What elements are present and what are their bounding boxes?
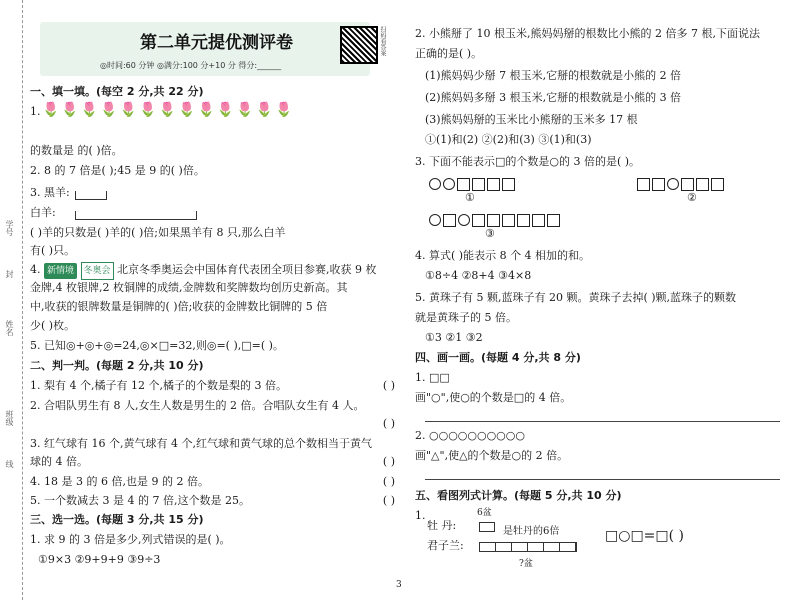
section-3-heading: 三、选一选。(每题 3 分,共 15 分) [30,513,204,526]
draw-2-answer-line[interactable] [425,479,780,480]
judge-3-cont: 球的 4 倍。 [30,455,88,468]
draw-1-shapes: 1. □□ [415,371,450,384]
qr-code-icon[interactable] [340,26,378,64]
name-label: 姓名 [5,320,14,336]
choice-2-options: ①(1)和(2) ②(2)和(3) ③(1)和(3) [425,133,592,146]
peony-label: 牡 丹: [427,519,457,532]
choice-2-stmt-1: (1)熊妈妈少掰 7 根玉米,它掰的根数就是小熊的 2 倍 [425,69,682,82]
flower-icons: 🌷🌷🌷🌷🌷🌷🌷🌷🌷🌷🌷🌷🌷 [42,102,295,118]
exam-meta: ◎时间:60 分钟 ◎满分:100 分+10 分 得分:______ [100,61,282,70]
section-2-heading: 二、判一判。(每题 2 分,共 10 分) [30,359,204,372]
q3-question: ( )羊的只数是( )羊的( )倍;如果黑羊有 8 只,那么白羊 [30,226,286,239]
choice-2: 2. 小熊掰了 10 根玉米,熊妈妈掰的根数比小熊的 2 倍多 7 根,下面说法 [415,27,760,40]
draw-1-answer-line[interactable] [425,421,780,422]
white-sheep-bar [75,211,197,220]
judge-2-answer[interactable]: ( ) [382,417,395,430]
picture-1-number: 1. [415,509,426,522]
choice-3-option-1-label: ① [465,191,475,204]
q4-intro: 北京冬季奥运会中国体育代表团全项目参赛,收获 9 枚 [113,263,377,276]
q2-text: 2. 8 的 7 倍是( );45 是 9 的( )倍。 [30,164,205,177]
winter-olympics-tag: 冬奥会 [81,262,114,280]
student-no-label: 学号 [5,220,14,236]
choice-3-option-3-shapes [429,212,562,228]
class-label: 班级 [5,410,14,426]
judge-4: 4. 18 是 3 的 6 倍,也是 9 的 2 倍。 [30,475,209,488]
judge-5: 5. 一个数减去 3 是 4 的 7 倍,这个数是 25。 [30,494,250,507]
q3-question-cont: 有( )只。 [30,244,76,257]
judge-3: 3. 红气球有 16 个,黄气球有 4 个,红气球和黄气球的总个数相当于黄气 [30,437,372,450]
choice-4: 4. 算式( )能表示 8 个 4 相加的和。 [415,249,591,262]
draw-2-instruction: 画"△",使△的个数是○的 2 倍。 [415,449,569,462]
choice-5-options: ①3 ②1 ③2 [425,331,483,344]
draw-2-shapes: 2. ○○○○○○○○○○ [415,429,525,442]
judge-1-answer[interactable]: ( ) [382,379,395,392]
junzilan-question: ?盆 [519,559,533,569]
q1-text: 的数量是 的( )倍。 [30,144,123,157]
q4-line3: 中,收获的银牌数量是铜牌的( )倍;收获的金牌数比铜牌的 5 倍 [30,300,328,313]
draw-1-instruction: 画"○",使○的个数是□的 4 倍。 [415,391,572,404]
new-context-tag: 新情境 [44,263,77,279]
page-title: 第二单元提优测评卷 [140,33,293,53]
judge-2: 2. 合唱队男生有 8 人,女生人数是男生的 2 倍。合唱队女生有 4 人。 [30,399,365,412]
q1-number: 1. [30,105,41,118]
peony-bar [479,522,495,532]
choice-3-option-2-label: ② [687,191,697,204]
peony-count: 6盆 [477,508,492,518]
section-5-heading: 五、看图列式计算。(每题 5 分,共 10 分) [415,489,622,502]
choice-1: 1. 求 9 的 3 倍是多少,列式错误的是( )。 [30,533,231,546]
choice-2-stmt-2: (2)熊妈妈多掰 3 根玉米,它掰的根数就是小熊的 3 倍 [425,91,682,104]
section-4-heading: 四、画一画。(每题 4 分,共 8 分) [415,351,581,364]
choice-2-cont: 正确的是( )。 [415,47,483,60]
picture-1-formula[interactable]: □○□=□( ) [605,528,685,544]
q4-line4: 少( )枚。 [30,319,76,332]
q3-black-sheep: 3. 黑羊: [30,186,70,199]
choice-4-options: ①8÷4 ②8+4 ③4×8 [425,269,532,282]
judge-3-answer[interactable]: ( ) [382,455,395,468]
choice-5-cont: 就是黄珠子的 5 倍。 [415,311,517,324]
fold-mark: 封 [5,270,14,278]
qr-caption: 扫码看答案 [379,26,386,56]
choice-3-option-2-shapes [637,176,726,192]
section-1-heading: 一、填一填。(每空 2 分,共 22 分) [30,85,204,98]
multiple-relation: 是牡丹的6倍 [503,526,560,537]
q4-line1: 4. 新情境 冬奥会 北京冬季奥运会中国体育代表团全项目参赛,收获 9 枚 [30,262,377,280]
choice-3: 3. 下面不能表示□的个数是○的 3 倍的是( )。 [415,155,641,168]
binding-margin [0,0,23,600]
junzilan-bar [479,542,577,552]
judge-4-answer[interactable]: ( ) [382,475,395,488]
page-number: 3 [396,580,402,590]
choice-5: 5. 黄珠子有 5 颗,蓝珠子有 20 颗。黄珠子去掉( )颗,蓝珠子的颗数 [415,291,737,304]
judge-1: 1. 梨有 4 个,橘子有 12 个,橘子的个数是梨的 3 倍。 [30,379,287,392]
junzilan-label: 君子兰: [427,539,464,552]
black-sheep-bar [75,191,107,200]
judge-5-answer[interactable]: ( ) [382,494,395,507]
choice-2-stmt-3: (3)熊妈妈掰的玉米比小熊掰的玉米多 17 根 [425,113,638,126]
q4-line2: 金牌,4 枚银牌,2 枚铜牌的成绩,金牌数和奖牌数均创历史新高。其 [30,281,348,294]
q5-text: 5. 已知◎+◎+◎=24,◎×□=32,则◎=( ),□=( )。 [30,339,284,352]
line-mark: 线 [5,460,14,468]
q3-white-sheep: 白羊: [30,206,56,219]
header-banner [40,22,386,76]
choice-3-option-3-label: ③ [485,227,495,240]
choice-1-options: ①9×3 ②9+9+9 ③9÷3 [38,553,161,566]
